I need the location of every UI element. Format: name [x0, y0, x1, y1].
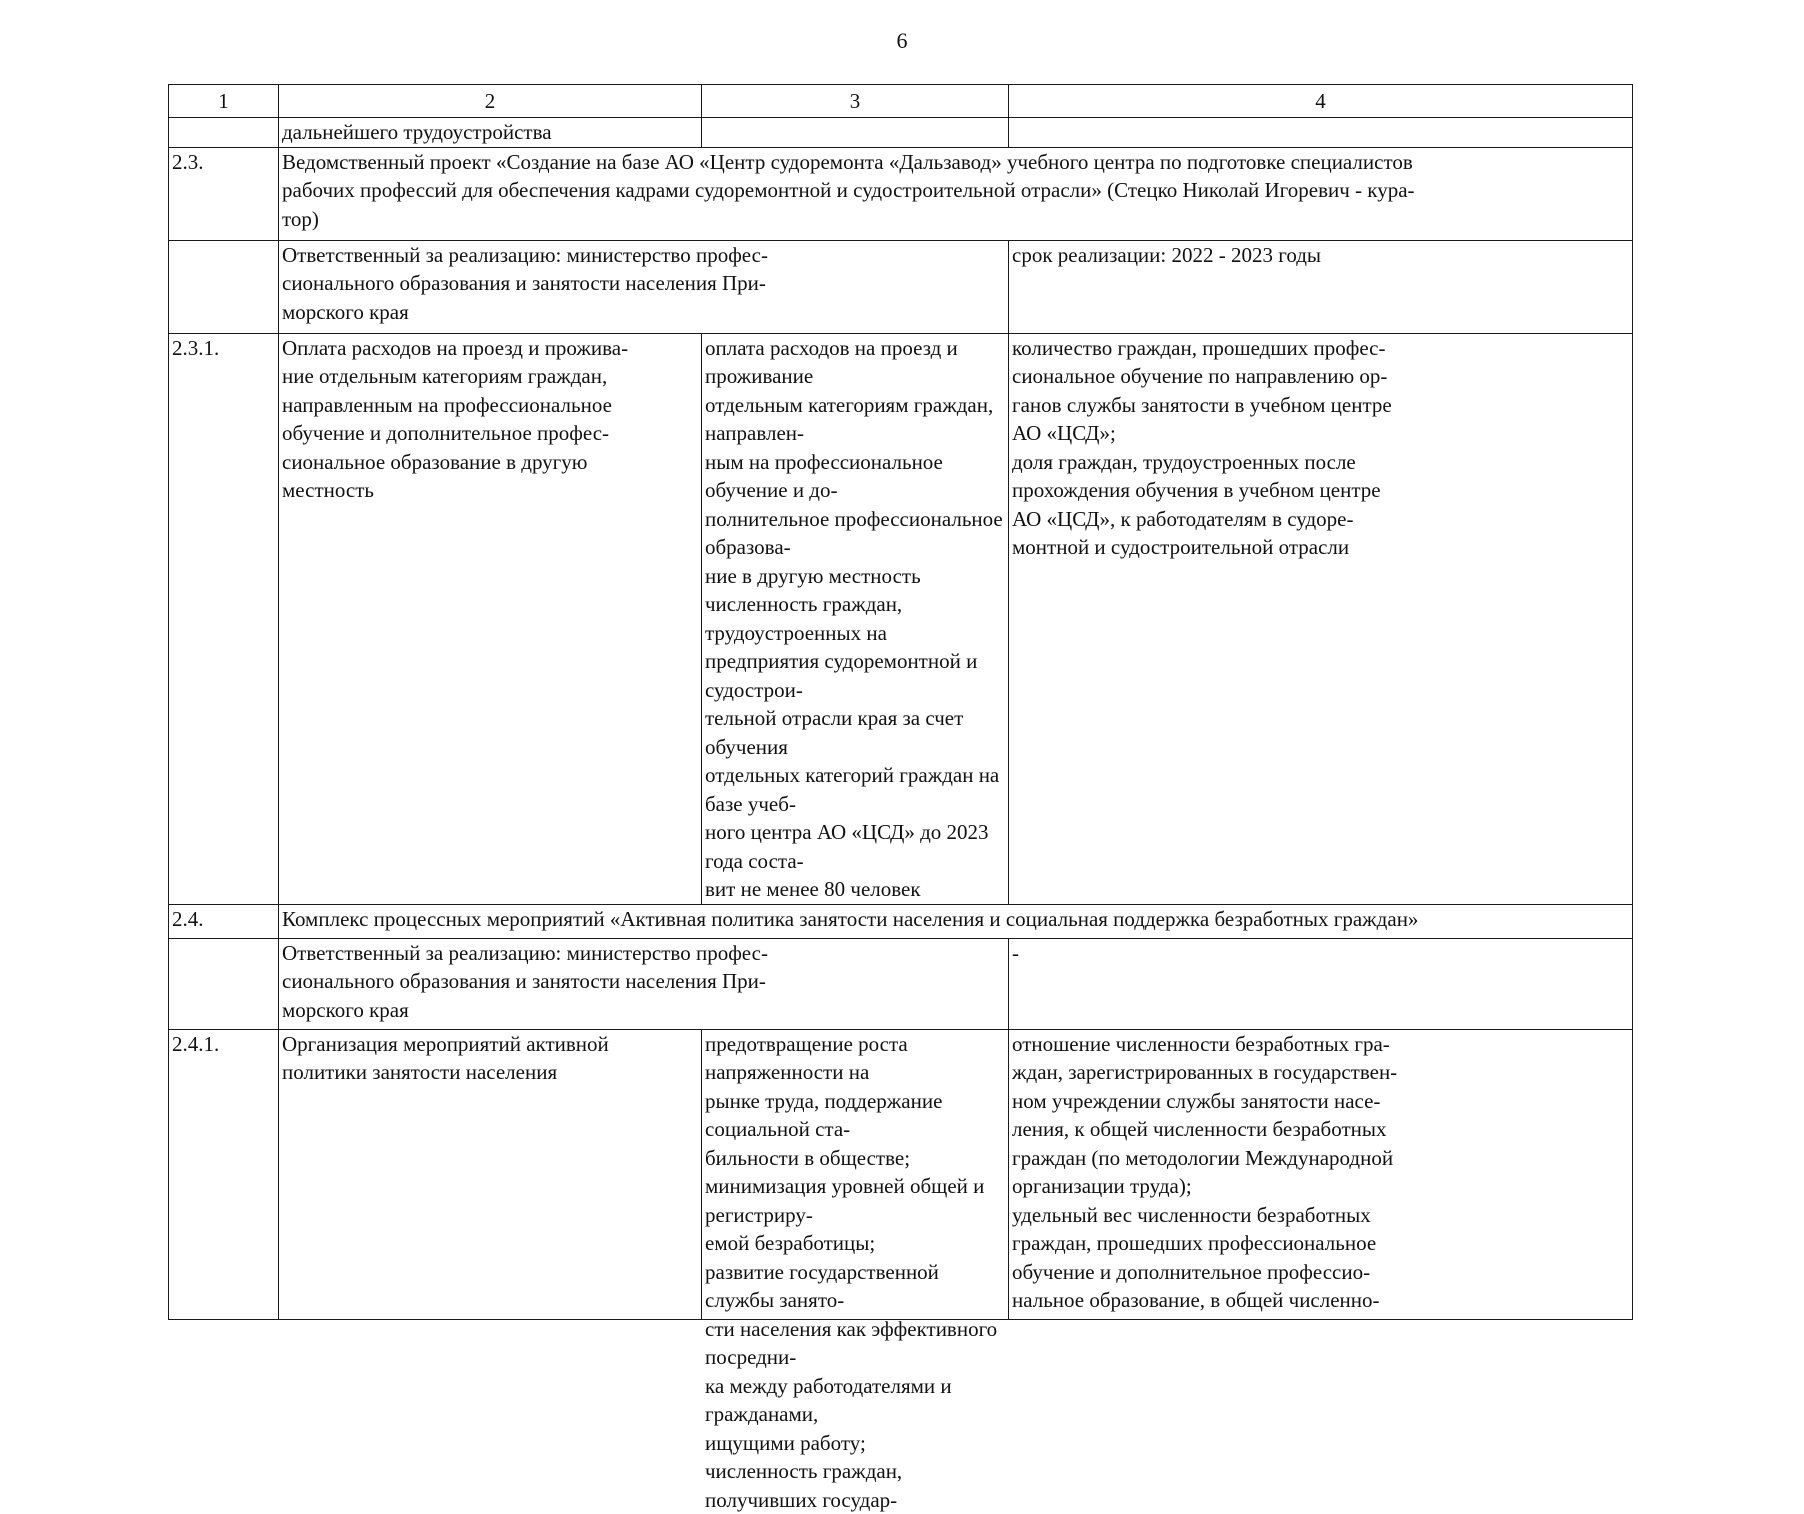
task-description-text: предотвращение роста напряженности на рынке труда, поддержание социальной ста- бильности в обществе; минимизация уровней общей и регистриру- емой безработицы; развитие государственной службы занято- сти населения как эффективного посредни- ка между работодателями и гражданами, ищущими работу; численность граждан, получивших государ- [705, 1031, 998, 1512]
table-row [169, 938, 1633, 1029]
row-number-cell [169, 938, 279, 1029]
row-number-cell: 2.4. [169, 904, 279, 938]
row-number-cell: 2.4.1. [169, 1029, 279, 1319]
page-number: 6 [896, 28, 908, 53]
task-description-cell [702, 118, 1009, 148]
table-row [169, 240, 1633, 333]
row-number-cell [169, 118, 279, 148]
indicator-cell [1009, 118, 1633, 148]
responsible-cell: Ответственный за реализацию: министерство профес- сионального образования и занятости населения При- морского края [279, 240, 1009, 333]
table-header-row [169, 85, 1633, 118]
indicator-cell [1009, 1029, 1633, 1319]
row-number-cell [169, 240, 279, 333]
table-row [169, 333, 1633, 904]
table-row [169, 147, 1633, 240]
task-name-cell: дальнейшего трудоустройства [279, 118, 702, 148]
indicator-cell: количество граждан, прошедших профес- сиональное обучение по направлению ор- ганов службы занятости в учебном центре АО «ЦСД»; доля граждан, трудоустроенных после прохождения обучения в учебном центре АО «ЦСД», к работодателям в судоре- монтной и судостроительной отрасли [1009, 333, 1633, 904]
task-name-cell: Оплата расходов на проезд и прожива- ние отдельным категориям граждан, направленным на профессиональное обучение и дополнительное профес- сиональное образование в другую местность [279, 333, 702, 904]
indicator-text: отношение численности безработных гра- ждан, зарегистрированных в государствен- ном учреждении службы занятости насе- ления, к общей численности безработных граждан (по методологии Международной организации труда); удельный вес численности безработных граждан, прошедших профессиональное обучение и дополнительное профессио- нальное образование, в общей численно- [1012, 1031, 1398, 1312]
header-col-2: 2 [279, 85, 702, 118]
task-description-cell [702, 1029, 1009, 1512]
term-cell: - [1009, 938, 1633, 1029]
task-name-cell: Организация мероприятий активной политики занятости населения [279, 1029, 702, 1319]
row-number-cell: 2.3.1. [169, 333, 279, 904]
header-col-3: 3 [702, 85, 1009, 118]
project-title-cell: Ведомственный проект «Создание на базе АО «Центр судоремонта «Дальзавод» учебного центра по подготовке специалистов рабочих профессий для обеспечения кадрами судоремонтной и судостроительной отрасли» (Стецко Николай Игоревич - кура- тор) [279, 147, 1633, 240]
table-row [169, 118, 1633, 148]
responsible-cell: Ответственный за реализацию: министерство профес- сионального образования и занятости населения При- морского края [279, 938, 1009, 1029]
task-description-cell: оплата расходов на проезд и проживание отдельным категориям граждан, направлен- ным на профессиональное обучение и до- полнительное профессиональное образова- ние в другую местность численность граждан, трудоустроенных на предприятия судоремонтной и судострои- тельной отрасли края за счет обучения отдельных категорий граждан на базе учеб- ного центра АО «ЦСД» до 2023 года соста- вит не менее 80 человек [702, 333, 1009, 904]
measures-table [168, 84, 1633, 1512]
table-row [169, 904, 1633, 938]
table-row [169, 1029, 1633, 1319]
row-number-cell: 2.3. [169, 147, 279, 240]
header-col-1: 1 [169, 85, 279, 118]
term-cell: срок реализации: 2022 - 2023 годы [1009, 240, 1633, 333]
complex-title-cell: Комплекс процессных мероприятий «Активная политика занятости населения и социальная поддержка безработных граждан» [279, 904, 1633, 938]
header-col-4: 4 [1009, 85, 1633, 118]
